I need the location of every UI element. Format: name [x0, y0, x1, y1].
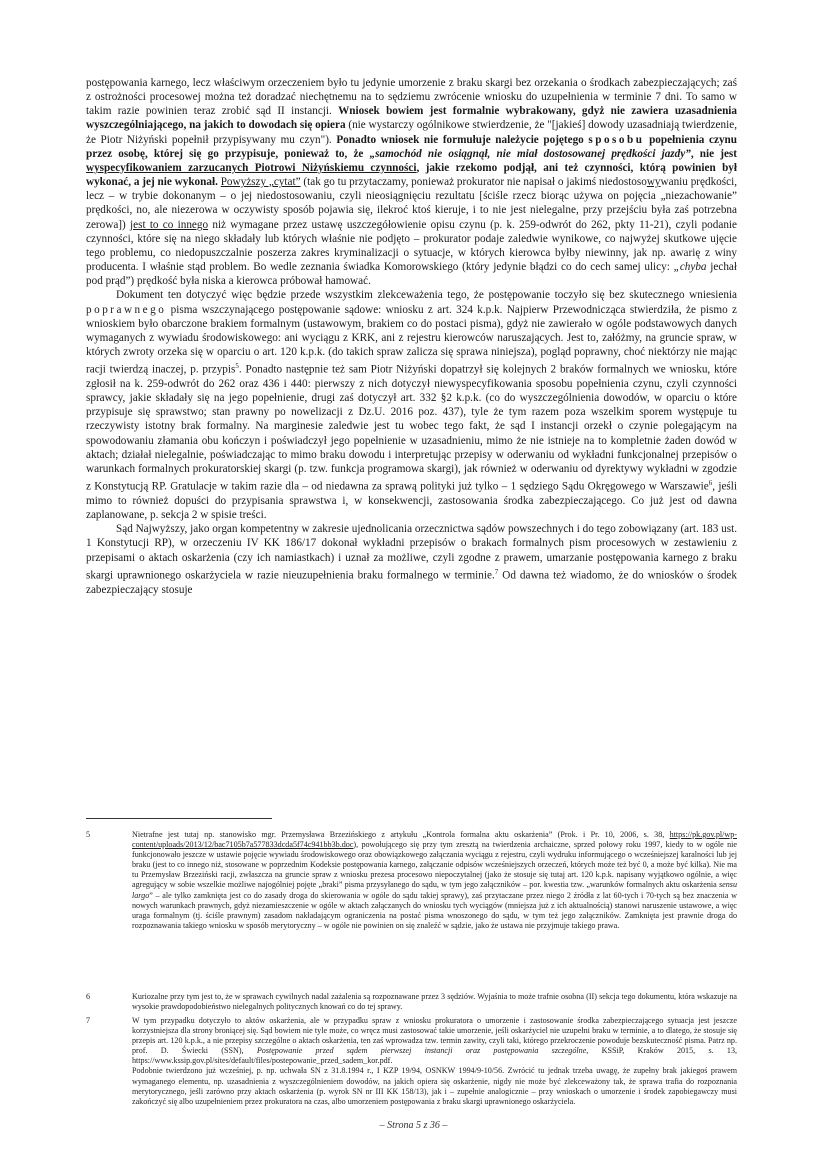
text-run: (nie wystarczy ogólnikowe stwierdzenie, że "[jakieś] dowody uzasadniają twierdzenie, że Piotr Niżyński popełnił przypisywany mu czyn"). — [86, 119, 737, 146]
text-run: niż wymagane przez ustawę uszczegółowienie opisu czynu (p. k. 259-odwrót do 262, pkty 11-21), czyli podanie czynności, które się na niego składały lub których właśnie nie podjęto – prokurator podaje zaledwie wynikowe, co najwyżej skutkowe ujęcie tego problemu, co niedopuszczalnie poszerza zakres kryminalizacji o sytuacje, w których kierowca byłby niewinny, jak np. awarię z winy producenta. I właśnie stąd problem. Bo wedle zeznania świadka Komorowskiego (który jedynie błądzi co do cech samej ulicy: — [86, 218, 737, 274]
footnote-separator — [86, 818, 272, 819]
paragraph-3 — [86, 522, 737, 597]
text-run: jechał pod prąd”) prędkość była niska a kierowca próbował hamować. — [86, 261, 737, 288]
paragraph-2 — [86, 288, 737, 522]
bold-run: , jakie rzekomo podjął, ani też czynności, którą powinien był wykonać, a jej nie wykonał. — [86, 161, 737, 189]
text-run: Od dawna też wiadomo, że do wniosków o środek zabezpieczający stosuje — [86, 569, 737, 596]
footnote-text: Kuriozalne przy tym jest to, że w sprawach cywilnych nadal zażalenia są rozpoznawane przez 3 sędziów. Wyjaśnia to może trafnie osobna (II) sekcja tego dokumentu, która wskazuje na wysokie prawdopodobieństwo nielegalnych politycznych knowań co do tej sprawy. — [132, 992, 737, 1012]
text-run: waniu prędkości, lecz – w trybie dokonanym – o jej niedostosowaniu, czyli nieosiągnięciu rezultatu [ściśle rzecz biorąc używa on pojęcia „niezachowanie” prędkości, no, ale niezerowa w oczywisty sposób pojawia się, ilekroć ktoś kieruje, i to nie jest nielegalne, przy przejściu była zaś potrzebna zerowa]) — [86, 176, 737, 231]
text-run: Podobnie twierdzono już wcześniej, p. np. uchwała SN z 31.8.1994 r., I KZP 19/94, OSNKW 1994/9-10/56. Zwrócić tu jednak trzeba uwagę, że zupełny brak jakiegoś prawem wymaganego elementu, np. uzasadnienia z wyszczególnieniem dowodów, na jakich opiera się oskarżenie, nigdy nie może być zlekceważony tak, że sprawa trafia do rozpoznania merytorycznego, jeśli zarówno przy aktach oskarżenia (p. wyrok SN nr III KK 158/13), jak i – zupełnie analogicznie – przy wnioskach o umorzenie i środek zapobiegawczy musi zakończyć się albo uzupełnieniem przez prokuratora na czas, albo umorzeniem postępowania z braku skargi uprawnionego oskarżyciela. — [132, 1066, 737, 1106]
main-text — [86, 76, 737, 597]
footnote-number: 7 — [86, 1016, 91, 1025]
text-run: ” – ale tylko zamknięta jest co do zasady droga do skierowania w ogóle do sądu takiej sprawy), zaś przytaczane przez niego 2 źródła z lat 60-tych i 70-tych są bez znaczenia w nowych warunkach prawnych, gdyż niezamieszczenie w ogóle w aktach załączanych do wniosku tych wyciągów (mniejsza już z ich aktualnością) stanowi naruszenie ustawowe, a więc uraga formalnym (tj. ściśle prawnym) zasadom nakładającym ograniczenia na postać pisma wnoszonego do sądu, w tym też jego załączników. Zamknięta jest prawnie droga do rozpoznawania takiego wniosku w sposób merytoryczny – w ogóle nie powinien on się znaleźć w sądzie, jako że ustawa nie przyjmuje takiego prawa. — [132, 890, 737, 930]
text-run: Dokument ten dotyczyć więc będzie przede wszystkim zlekceważenia tego, że postępowanie toczyło się bez skutecznego wniesienia — [116, 289, 737, 302]
footnote-ref[interactable]: 7 — [494, 567, 499, 576]
text-run: , jeśli mimo to również dopuści do przypisania sprawstwa i, w konsekwencji, zastosowania środka zabezpieczającego. Co już jest od dawna zaplanowane, p. sekcja 2 w spisie treści. — [86, 480, 737, 522]
text-run: . Ponadto następnie też sam Piotr Niżyński dopatrzył się kolejnych 2 braków formalnych we wniosku, które zgłosił na k. 259-odwrót do 262 oraz 436 i 440: pierwszy z nich dotyczył niewyspecyfikowania sposobu popełnienia czynu, czyli czynności sprawcy, jakie składały się na jego popełnienie, drugi zaś dotyczył art. 332 §2 k.p.k. (co do wyszczególnienia dowodów, w oparciu o które przypisuje się sprawstwo; stan prawny po nowelizacji z Dz.U. 2016 poz. 437), tyle że tym razem poza wszelkim sporem występuje tu rzeczywisty istotny brak formalny. Na marginesie zaledwie jest tu wobec tego fakt, że sąd I instancji orzekł o czynie polegającym na spowodowaniu złamania obu kończyn i poświadczył jego popełnienie w uzasadnieniu, mimo że nie istnieje na to kompletnie żaden dowód w aktach; działał nielegalnie, poświadczając to mimo braku dowodu i interpretując przepisy w oderwaniu od wykładni funkcjonalnej przepisów o warunkach formalnych prokuratorskiej skargi (p. tzw. funkcja programowa skargi), jak również w oderwaniu od dyrektywy wykładni w zgodzie z Konstytucją RP. Gratulacje w takim razie dla – od niedawna za sprawą polityki już tylko – 1 sędziego Sądu Okręgowego w Warszawie — [86, 363, 737, 493]
footnote-text — [132, 1016, 737, 1107]
text-run: (tak go tu przytaczamy, ponieważ prokurator nie napisał o jakimś niedostoso — [300, 176, 647, 189]
underlined-run: Powyższy „cytat” — [220, 176, 301, 189]
footnote-5 — [86, 830, 737, 931]
footnote-number: 5 — [86, 830, 91, 839]
text-run: postępowania karnego, lecz właściwym orzeczeniem było tu jedynie umorzenie z braku skargi bez orzekania o środkach zabezpieczających; zaś z ostrożności procesowej można też doradzać niechętnemu na to sędziemu zwrócenie wniosku do uzupełnienia w terminie 7 dni. To samo w takim razie powinien teraz zrobić sąd II instancji. — [86, 77, 737, 118]
bold-run: popełnienia czynu przez osobę, której się go przypisuje, ponieważ to, że — [86, 133, 737, 160]
footnote-link[interactable]: https://pk.gov.pl/wp-content/uploads/2013/12/bac7105b7a577833dcda5f74c941bb3b.doc — [132, 830, 737, 850]
italic-run: sensu largo — [132, 880, 737, 900]
spaced-run: poprawnego — [86, 303, 167, 316]
italic-run: „chyba — [673, 261, 707, 274]
footnote-ref[interactable]: 5 — [235, 362, 239, 371]
italic-run: Postępowanie przed sądem pierwszej instancji oraz postępowania szczególne — [256, 1046, 587, 1056]
text-run: ), powołującego się przy tym zresztą na twierdzenia archaiczne, sprzed połowy roku 1997, kiedy to w ogóle nie funkcjonowało jeszcze w ustawie pojęcie wywiadu środowiskowego oraz obowiązkowego załączania wyciągu z rejestru, czyli wydruku informującego o wcześniejszej karalności lub jej braku (jest to co innego niż, stosowane w poprzednim Kodeksie postępowania karnego, załączanie odpisów wcześniejszych orzeczeń, których może też być 0, a może być kilka). Nie ma tu Przemysław Brzeziński racji, zwłaszcza na gruncie spraw z wniosku prezesa procesowo niepoczytalnej (jako że stosuje się tutaj art. 120 k.p.k. napisany wyjątkowo ogólnie, a więc agregujący w sobie wszelkie możliwe najogólniej pojęte „braki” pisma przysyłanego do sądu, w tym jego załączników – por. kwestia tzw. „warunków formalnych aktu oskarżenia — [132, 840, 737, 890]
quote-run: „samochód nie osiągnął, nie miał dostosowanej prędkości jazdy” — [369, 147, 691, 160]
underlined-run: wy — [646, 176, 661, 189]
page-number: – Strona 5 z 36 – — [379, 1120, 448, 1131]
underlined-run: jest to co innego — [130, 218, 209, 231]
footnote-6 — [86, 992, 737, 1012]
footnote-ref[interactable]: 6 — [708, 479, 713, 488]
footnote-7 — [86, 1016, 737, 1107]
spaced-run: sposobu — [588, 133, 645, 146]
text-run: Nietrafne jest tutaj np. stanowisko mgr. Przemysława Brzezińskiego z artykułu „Kontrola formalna aktu oskarżenia” (Prok. i Pr. 10, 2006, s. 38, — [132, 830, 670, 839]
footnote-number: 6 — [86, 992, 91, 1001]
bold-run: Ponadto wniosek nie formułuje należycie pojętego — [336, 133, 589, 146]
text-run: Sąd Najwyższy, jako organ kompetentny w zakresie ujednolicania orzecznictwa sądów powszechnych i do tego zobowiązany (art. 183 ust. 1 Konstytucji RP), w orzeczeniu IV KK 186/17 dokonał wykładni przepisów o brakach formalnych pism procesowych w zestawieniu z przepisami o aktach oskarżenia (czy ich namiastkach) i uznał za możliwe, czyli zgodne z prawem, umarzanie postępowania karnego z braku skargi uprawnionego oskarżyciela w razie nieuzupełnienia braku formalnego w terminie. — [86, 523, 738, 582]
text-run: , KSSiP, Kraków 2015, s. 13, https://www.kssip.gov.pl/sites/default/files/postepowanie_przed_sadem_kor.pdf. — [132, 1046, 738, 1066]
text-run: W tym przypadku dotyczyło to aktów oskarżenia, ale w przypadku spraw z wniosku prokuratora o umorzenie i zastosowanie środka zabezpieczającego sytuacja jest jeszcze korzystniejsza dla strony broniącej się. Sąd bowiem nie tyle może, co wręcz musi zastosować takie umorzenie, jeśli oskarżyciel nie uzupełni braku w terminie, a to dlatego, że stosuje się przepis art. 120 k.p.k., a nie przepisy szczególne o aktach oskarżenia, ten zaś wprowadza tzw. termin zawity, czyli taki, którego przekroczenie powoduje bezskuteczność pisma. Patrz np. prof. D. Świecki (SSN), — [132, 1016, 737, 1056]
footnote-text — [132, 830, 737, 931]
bold-run: , nie jest — [690, 147, 737, 160]
text-run: pisma wszczynającego postępowanie sądowe: wniosku z art. 324 k.p.k. Najpierw Przewodnicząca stwierdziła, że pismo z wnioskiem było obarczone brakiem formalnym (ustawowym, brakiem co do postaci pisma), gdyż nie zawierało w ogóle podstawowych danych wymaganych z wywiadu środowiskowego: ani wyciągu z KRK, ani z rejestru kierowców naruszających. Jest to, załóżmy, na gruncie spraw, w których zwroty orzeka się w oparciu o art. 120 k.p.k. (do takich spraw zalicza się sprawa niniejsza), pogląd poprawny, choć niektórzy nie mając racji twierdzą inaczej, p. przypis — [86, 303, 737, 376]
underlined-run: wyspecyfikowaniem zarzucanych Piotrowi Niżyńskiemu czynności — [86, 161, 417, 174]
paragraph-1 — [86, 76, 737, 288]
bold-run: Wniosek bowiem jest formalnie wybrakowany, gdyż nie zawiera uzasadnienia wyszczególniającego, na jakich to dowodach się opiera — [86, 105, 737, 132]
